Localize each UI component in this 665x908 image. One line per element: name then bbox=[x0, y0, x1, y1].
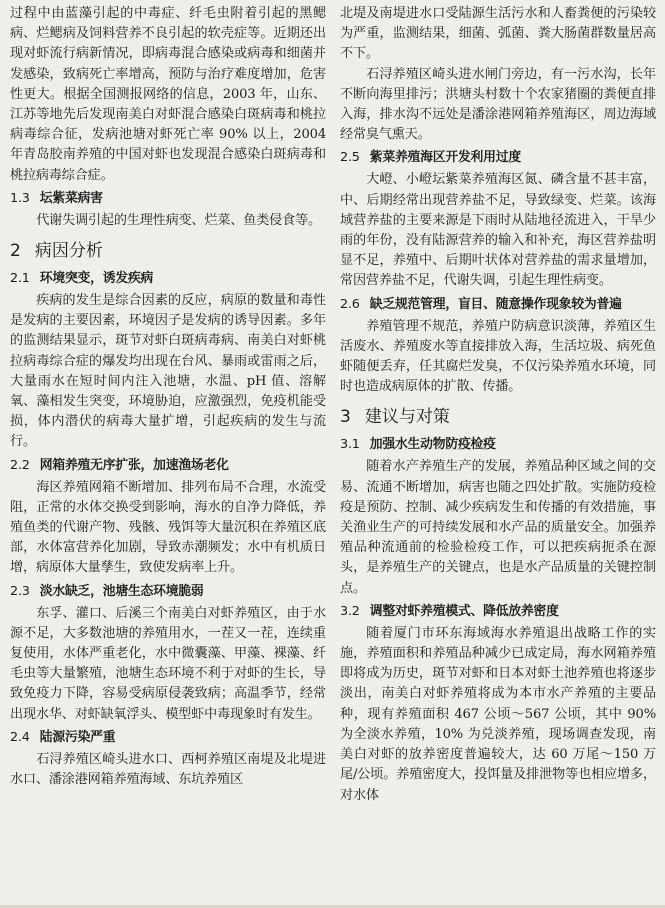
section-number: 2.3 bbox=[10, 583, 30, 599]
section-heading-3-1 bbox=[340, 435, 656, 455]
section-number: 1.3 bbox=[10, 190, 30, 206]
section-heading-2-6 bbox=[340, 295, 656, 315]
chapter-number: 2 bbox=[10, 241, 21, 262]
paragraph-2-5: 大嶝、小嶝坛紫菜养殖海区氮、磷含量不甚丰富，中、后期经常出现营养盐不足，导致绿变、烂菜。该海域营养盐的主要来源是下雨时从陆地径流进入，干旱少雨的年份，没有陆源营养的输入和补充，海区营养盐明显不足，养殖中、后期叶状体对营养盐的需求量增加，常因营养盐不足，代谢失调，引起生理性病变。 bbox=[340, 172, 656, 289]
section-number: 2.6 bbox=[340, 296, 360, 312]
section-heading-2-3 bbox=[10, 582, 326, 602]
section-title: 淡水缺乏，池塘生态环境脆弱 bbox=[39, 583, 204, 599]
section-number: 3.2 bbox=[340, 603, 360, 619]
section-heading-2-2 bbox=[10, 456, 326, 476]
section-number: 2.4 bbox=[10, 729, 30, 745]
section-heading-2-1 bbox=[10, 269, 326, 289]
section-heading-1-3 bbox=[10, 189, 326, 209]
section-title: 陆源污染严重 bbox=[39, 729, 116, 745]
section-title: 调整对虾养殖模式、降低放养密度 bbox=[369, 603, 559, 619]
section-title: 紫菜养殖海区开发利用过度 bbox=[369, 150, 521, 166]
paragraph-2-4-b: 石浔养殖区崎头进水闸门旁边，有一污水沟，长年不断向海里排污；洪塘头村数十个农家猪圈的粪便直排入海，排水沟不远处是潘涂港网箱养殖海区，周边海域经常臭气熏天。 bbox=[340, 66, 656, 143]
paragraph-1-3: 代谢失调引起的生理性病变、烂菜、鱼类侵食等。 bbox=[36, 212, 321, 228]
section-title: 网箱养殖无序扩张，加速渔场老化 bbox=[39, 457, 229, 473]
paragraph-intro: 过程中由蓝藻引起的中毒症、纤毛虫附着引起的黑鳃病、烂鳃病及饲料营养不良引起的软壳症等。近期还出现对虾流行病新情况，即病毒混合感染或病毒和细菌并发感染，致病死亡率增高，预防与治疗难度增加，危害性更大。根据全国测报网络的信息，2003 年，山东、江苏等地先后发现南美白对虾混合感染白斑病毒和桃拉病毒综合征，发病池塘对虾死亡率 90% 以上，2004 年青岛胶南养殖的中国对虾也发现混合感染白斑病毒和桃拉病毒综合症。 bbox=[10, 6, 326, 183]
section-number: 3.1 bbox=[340, 437, 360, 453]
paragraph-2-4-continued: 北堤及南堤进水口受陆源生活污水和人畜粪便的污染较为严重，监测结果，细菌、弧菌、粪大肠菌群数量居高不下。 bbox=[340, 6, 656, 62]
section-title: 缺乏规范管理，盲目、随意操作现象较为普遍 bbox=[369, 296, 622, 312]
paragraph-2-6: 养殖管理不规范，养殖户防病意识淡薄，养殖区生活废水、养殖废水等直接排放入海，生活垃圾、病死鱼虾随便丢弃，任其腐烂发臭，不仅污染养殖水环境，同时也造成病原体的扩散、传播。 bbox=[340, 318, 656, 395]
section-heading-3-2 bbox=[340, 602, 656, 622]
section-number: 2.1 bbox=[10, 271, 30, 287]
section-title: 加强水生动物防疫检疫 bbox=[369, 437, 496, 453]
left-column bbox=[10, 4, 326, 908]
section-number: 2.2 bbox=[10, 457, 30, 473]
paragraph-2-1: 疾病的发生是综合因素的反应，病原的数量和毒性是发病的主要因素，环境因子是发病的诱导因素。多年的监测结果显示，斑节对虾白斑病毒病、南美白对虾桃拉病毒综合症的爆发均出现在台风、暴雨或雷雨之后，大量雨水在短时间内注入池塘，水温、pH 值、溶解氧、藻相发生突变，环境胁迫，应激强烈，免疫机能受损，体内潜伏的病毒大量扩增，引起疾病的发生与流行。 bbox=[10, 293, 326, 450]
section-title: 环境突变，诱发疾病 bbox=[39, 271, 154, 287]
right-column bbox=[340, 4, 656, 908]
section-heading-2-4 bbox=[10, 728, 326, 748]
paragraph-3-1: 随着水产养殖生产的发展，养殖品种区域之间的交易、流通不断增加，病害也随之四处扩散。实施防疫检疫是预防、控制、减少疾病发生和传播的有效措施，事关渔业生产的可持续发展和水产品的质量安全。加强养殖品种流通前的检验检疫工作，可以把疾病扼杀在源头，是养殖生产的关键点，也是水产品质量的关键控制点。 bbox=[340, 459, 656, 596]
paragraph-2-4: 石浔养殖区崎头进水口、西柯养殖区南堤及北堤进水口、潘涂港网箱养殖海域、东坑养殖区 bbox=[10, 751, 326, 788]
chapter-title: 建议与对策 bbox=[364, 407, 450, 428]
paragraph-2-3: 东孚、灌口、后溪三个南美白对虾养殖区，由于水源不足，大多数池塘的养殖用水，一茬又一茬，连续重复使用，水体严重老化，水中微囊藻、甲藻、裸藻、纤毛虫等大量繁殖，池塘生态环境不利于对虾的生长，导致免疫力下降，容易受病原侵袭致病；高温季节，经常出现水华、对虾缺氧浮头、模型虾中毒现象时有发生。 bbox=[10, 605, 326, 722]
paragraph-2-2: 海区养殖网箱不断增加、排列布局不合理，水流受阻，正常的水体交换受到影响，海水的自净力降低，养殖鱼类的代谢产物、残骸、残饵等大量沉积在养殖区底部，水体富营养化加剧，导致赤潮频发；水中有机质日增，病原体大量孳生，致使发病率上升。 bbox=[10, 479, 326, 576]
paragraph-3-2: 随着厦门市环东海域海水养殖退出战略工作的实施，养殖面积和养殖品种减少已成定局，海水网箱养殖即将成为历史，斑节对虾和日本对虾土池养殖也将逐步淡出，南美白对虾养殖将成为本市水产养殖的主要品种，现有养殖面积 467 公顷～567 公顷，其中 90% 为全淡水养殖，10% 为兑淡养殖，现场调查发现，南美白对虾的放养密度普遍较大，达 60 万尾～150 万尾/公顷。养殖密度大，投饵量及排泄物等也相应增多，对水体 bbox=[340, 625, 656, 803]
section-number: 2.5 bbox=[340, 150, 360, 166]
section-title: 坛紫菜病害 bbox=[39, 190, 103, 206]
chapter-heading-3 bbox=[340, 405, 656, 429]
chapter-number: 3 bbox=[340, 407, 351, 428]
section-heading-2-5 bbox=[340, 148, 656, 168]
chapter-heading-2 bbox=[10, 239, 326, 263]
chapter-title: 病因分析 bbox=[34, 241, 103, 262]
